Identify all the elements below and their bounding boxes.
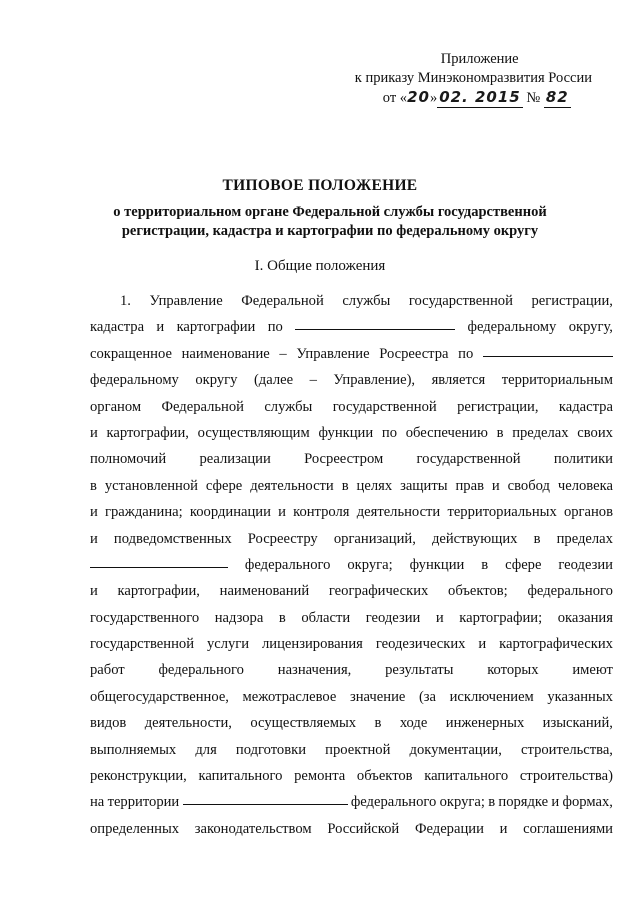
word: и [90, 424, 98, 441]
word: и [551, 794, 560, 811]
word: законодательством [194, 820, 312, 837]
word: по [267, 319, 283, 336]
word: (далее [253, 372, 294, 389]
document-title: ТИПОВОЕ ПОЛОЖЕНИЕ [222, 177, 418, 194]
word: территориальным [501, 372, 613, 389]
word: картографии, [106, 424, 189, 441]
word: Управление), [333, 372, 416, 389]
word: защиты [400, 477, 448, 494]
appendix-order-ref: к приказу Минэкономразвития России [354, 70, 592, 86]
word: исключением [449, 688, 534, 705]
word: Росреестром [304, 451, 384, 468]
word: лицензирования [262, 636, 363, 653]
text-line [90, 314, 613, 340]
word: области [301, 609, 351, 626]
word: для [195, 741, 217, 758]
word: государственной [416, 451, 521, 468]
appendix-header [355, 50, 592, 108]
word: – [279, 345, 287, 362]
word: подготовки [235, 741, 307, 758]
text-line [90, 605, 613, 631]
word: обеспечению [405, 424, 488, 441]
word: деятельности [356, 504, 441, 521]
subtitle-line-1: о территориальном органе Федеральной службы государственной [113, 204, 547, 220]
word: свобод [507, 477, 550, 494]
word: федерального [350, 794, 437, 811]
word: подведомственных [113, 530, 232, 547]
appendix-label: Приложение [440, 51, 519, 67]
word: проектной [325, 741, 391, 758]
word: осуществляемых [250, 715, 357, 732]
word: и [499, 820, 508, 837]
word: пределах [556, 530, 613, 547]
word: федерального [158, 662, 244, 679]
word: инженерных [445, 715, 525, 732]
word: картографических [499, 636, 613, 653]
word: округу, [568, 319, 613, 336]
handwritten-date: 02. 2015 [439, 88, 521, 106]
word: деятельности, [144, 715, 232, 732]
word: картографии [176, 319, 256, 336]
word: Федеральной [241, 293, 324, 309]
word: гражданина; [105, 504, 183, 521]
word: Росреестра [379, 345, 449, 362]
word: определенных [90, 820, 180, 837]
word: регистрации, [457, 398, 539, 415]
word: является [431, 372, 486, 389]
word: федерального [244, 556, 331, 573]
word: по [458, 345, 474, 362]
word: соглашениями [523, 820, 613, 837]
word: реконструкции, [90, 768, 187, 785]
word: целях [356, 477, 393, 494]
number-sign: № [526, 90, 541, 106]
word: сфере [205, 477, 243, 494]
word: регистрации, [531, 293, 613, 309]
word: и [90, 583, 98, 600]
document-subtitle [80, 203, 580, 241]
word: сокращенное [90, 345, 172, 362]
word: указанных [547, 688, 613, 705]
word: действующих [431, 530, 518, 547]
word: государственной [90, 636, 195, 653]
handwritten-order-number: 82 [545, 88, 569, 106]
word: объектов; [448, 583, 508, 600]
word: функции [318, 424, 374, 441]
text-line [90, 763, 613, 789]
word: полномочий [90, 451, 167, 468]
word: службы [342, 293, 391, 309]
word: документации, [409, 741, 502, 758]
word: органом [90, 398, 142, 415]
word: в [488, 794, 496, 811]
word: территории [107, 794, 180, 811]
word: в [496, 424, 504, 441]
word: государственной [332, 398, 437, 415]
word: геодезии [558, 556, 613, 573]
word: функции [409, 556, 465, 573]
word: округа; [439, 794, 485, 811]
word: в [374, 715, 382, 732]
word: службы [264, 398, 313, 415]
word: реализации [199, 451, 271, 468]
text-line [90, 499, 613, 525]
appendix-date-line [355, 88, 592, 108]
word: деятельности [250, 477, 334, 494]
text-line [90, 737, 613, 763]
word: выполняемых [90, 741, 177, 758]
text-line [90, 684, 613, 710]
text-line [90, 367, 613, 393]
word: Управление [149, 293, 223, 309]
word: по [381, 424, 398, 441]
word: государственного [90, 609, 200, 626]
word: ходе [399, 715, 428, 732]
word: органов [563, 504, 613, 521]
word: организаций, [333, 530, 416, 547]
fill-in-blank [295, 314, 455, 330]
word: сфере [505, 556, 542, 573]
word: строительства, [521, 741, 613, 758]
word: и [90, 530, 98, 547]
word: Российской [327, 820, 400, 837]
word: и [156, 319, 165, 336]
word: кадастра [558, 398, 613, 415]
text-line [90, 816, 613, 842]
fill-in-blank [90, 552, 228, 568]
word: кадастра [90, 319, 145, 336]
word: и [278, 504, 286, 521]
text-line [90, 446, 613, 472]
word: и [478, 636, 487, 653]
text-line [90, 394, 613, 420]
word: федерального [527, 583, 613, 600]
text-line [90, 631, 613, 657]
word: картографии, [117, 583, 200, 600]
word: и [90, 504, 98, 521]
word: надзора [214, 609, 264, 626]
word: порядке [498, 794, 549, 811]
handwritten-day: 20 [407, 88, 430, 106]
word: и [491, 477, 500, 494]
word: межотраслевое [242, 688, 337, 705]
subtitle-line-2: регистрации, кадастра и картографии по федеральному округу [121, 223, 539, 239]
word: географических [328, 583, 429, 600]
word: картографии; [459, 609, 543, 626]
word: контроля [293, 504, 350, 521]
word: Федеральной [161, 398, 244, 415]
word: геодезических [375, 636, 466, 653]
word: Управление [296, 345, 370, 362]
word: капитального [424, 768, 509, 785]
word: наименований [219, 583, 310, 600]
word: капитального [198, 768, 283, 785]
word: установленной [104, 477, 198, 494]
word: – [309, 372, 317, 389]
word: федеральному [467, 319, 557, 336]
text-line [90, 578, 613, 604]
section-heading: I. Общие положения [254, 258, 386, 274]
word: Федерации [414, 820, 484, 837]
word: которых [487, 662, 539, 679]
word: общегосударственное, [90, 688, 229, 705]
word: назначения, [277, 662, 352, 679]
word: человека [557, 477, 613, 494]
text-line [90, 288, 613, 314]
word: пределах [512, 424, 569, 441]
word: 1. [120, 293, 131, 309]
word: в [278, 609, 286, 626]
word: формах, [562, 794, 613, 811]
body-paragraph [90, 288, 613, 842]
fill-in-blank [483, 341, 613, 357]
word: округа; [347, 556, 393, 573]
text-line [90, 657, 613, 683]
fill-in-blank [183, 789, 348, 805]
text-line [90, 420, 613, 446]
word: осуществляющим [197, 424, 310, 441]
word: геодезии [365, 609, 421, 626]
word: имеют [572, 662, 613, 679]
word: в [481, 556, 489, 573]
word: оказания [557, 609, 613, 626]
text-line [90, 473, 613, 499]
date-quote-close: » [429, 90, 438, 106]
word: в [341, 477, 349, 494]
word: и [435, 609, 444, 626]
word: работ [90, 662, 125, 679]
word: государственной [408, 293, 513, 309]
word: на [90, 794, 105, 811]
word: координации [189, 504, 271, 521]
text-line [90, 552, 613, 578]
word: федеральному [90, 372, 179, 389]
word: территориальных [447, 504, 557, 521]
word: услуги [206, 636, 250, 653]
word: наименование [181, 345, 270, 362]
date-prefix: от « [382, 90, 408, 106]
word: Росреестру [247, 530, 318, 547]
word: объектов [356, 768, 413, 785]
word: в [90, 477, 97, 494]
word: результаты [385, 662, 454, 679]
word: политики [553, 451, 613, 468]
text-line [90, 710, 613, 736]
word: значение [349, 688, 406, 705]
text-line [90, 526, 613, 552]
word: в [533, 530, 541, 547]
word: прав [455, 477, 484, 494]
text-line [90, 341, 613, 367]
word: видов [90, 715, 127, 732]
word: округу [195, 372, 238, 389]
word: (за [418, 688, 437, 705]
word: изысканий, [542, 715, 613, 732]
word: ремонта [294, 768, 346, 785]
word: своих [577, 424, 613, 441]
word: строительства) [519, 768, 613, 785]
text-line [90, 789, 613, 815]
